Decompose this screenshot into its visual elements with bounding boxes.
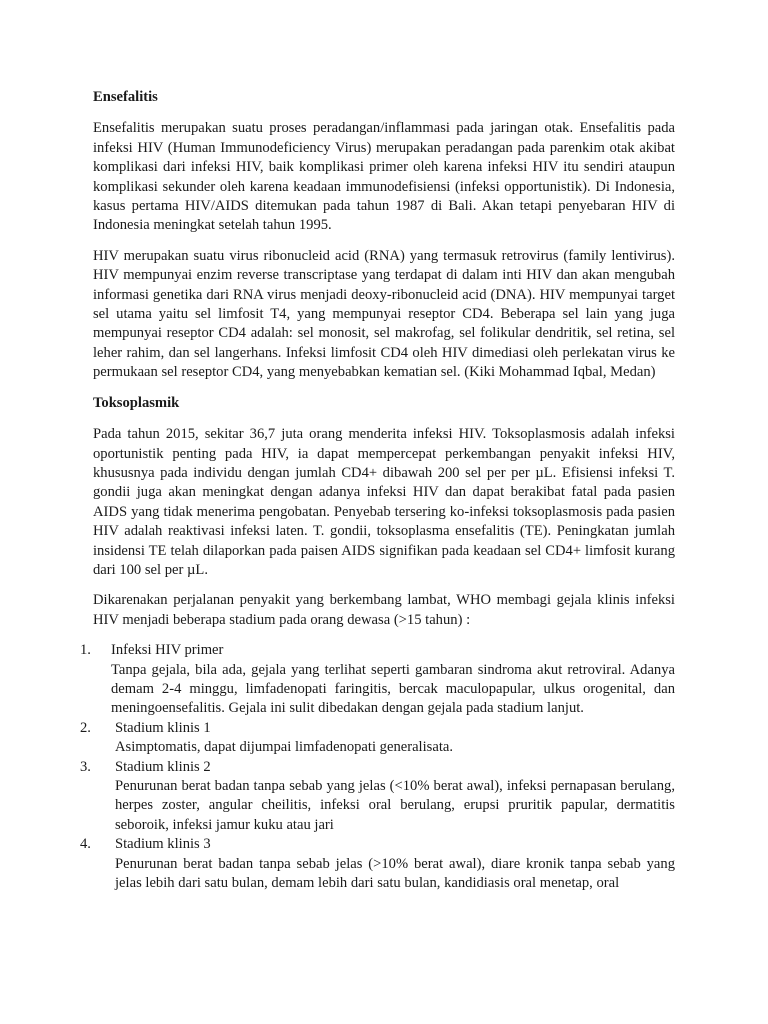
section-heading-toksoplasmik: Toksoplasmik bbox=[93, 394, 180, 411]
list-item-title: Stadium klinis 2 bbox=[115, 758, 211, 775]
list-item-number: 1. bbox=[80, 642, 91, 659]
list-item-description: Penurunan berat badan tanpa sebab yang jelas (<10% berat awal), infeksi pernapasan berulang, herpes zoster, angular cheilitis, infeksi oral berulang, erupsi pruritik papular, dermatitis seboroik, infeksi jamur kuku atau jari bbox=[115, 778, 675, 833]
paragraph-toksoplasmik-1: Pada tahun 2015, sekitar 36,7 juta orang menderita infeksi HIV. Toksoplasmosis adalah infeksi oportunistik penting pada HIV, ia dapat mempercepat perkembangan penyakit infeksi HIV, khususnya pada individu dengan jumlah CD4+ dibawah 200 sel per per µL. Efisiensi infeksi T. gondii juga akan meningkat dengan adanya infeksi HIV dan dapat berakibat fatal pada pasien AIDS yang tidak menerima pengobatan. Penyebab tersering ko-infeksi toksoplasmosis pada pasien HIV adalah reaktivasi infeksi laten. T. gondii, toksoplasma ensefalitis (TE). Peningkatan jumlah insidensi TE telah dilaporkan pada paisen AIDS signifikan pada keadaan sel CD4+ limfosit kurang dari 100 sel per µL. bbox=[93, 426, 675, 578]
list-item bbox=[80, 719, 675, 758]
document-content bbox=[80, 88, 675, 893]
list-item-description: Tanpa gejala, bila ada, gejala yang terlihat seperti gambaran sindroma akut retroviral. Adanya demam 2-4 minggu, limfadenopati faringitis, bercak maculopapular, ulkus orogenital, dan meningoensefalitis. Gejala ini sulit dibedakan dengan gejala pada stadium lanjut. bbox=[111, 661, 675, 717]
paragraph-toksoplasmik-2: Dikarenakan perjalanan penyakit yang berkembang lambat, WHO membagi gejala klinis infeksi HIV menjadi beberapa stadium pada orang dewasa (>15 tahun) : bbox=[93, 592, 675, 628]
list-item-title: Infeksi HIV primer bbox=[111, 642, 224, 659]
list-item-number: 2. bbox=[80, 719, 91, 736]
list-item-description: Asimptomatis, dapat dijumpai limfadenopati generalisata. bbox=[115, 739, 454, 756]
list-item-title: Stadium klinis 1 bbox=[115, 719, 211, 736]
list-item-title: Stadium klinis 3 bbox=[115, 836, 211, 853]
list-item-number: 4. bbox=[80, 836, 91, 853]
section-heading-ensefalitis: Ensefalitis bbox=[93, 89, 158, 105]
list-item bbox=[80, 835, 675, 893]
paragraph-ensefalitis-1: Ensefalitis merupakan suatu proses peradangan/inflammasi pada jaringan otak. Ensefalitis pada infeksi HIV (Human Immunodeficiency Virus) merupakan peradangan pada parenkim otak akibat komplikasi dari infeksi HIV, baik komplikasi primer oleh karena infeksi HIV itu sendiri ataupun komplikasi sekunder oleh karena keadaan immunodefisiensi (infeksi opportunistik). Di Indonesia, kasus pertama HIV/AIDS ditemukan pada tahun 1987 di Bali. Akan tetapi penyebaran HIV di Indonesia meningkat setelah tahun 1995. bbox=[93, 120, 675, 234]
paragraph-ensefalitis-2: HIV merupakan suatu virus ribonucleid acid (RNA) yang termasuk retrovirus (family lentivirus). HIV mempunyai enzim reverse transcriptase yang terdapat di dalam inti HIV dan akan mengubah informasi genetika dari RNA virus menjadi deoxy-ribonucleid acid (DNA). HIV mempunyai target sel utama yaitu sel limfosit T4, yang mempunyai reseptor CD4. Beberapa sel lain yang juga mempunyai reseptor CD4 adalah: sel monosit, sel makrofag, sel folikular dendritik, sel retina, sel leher rahim, dan sel langerhans. Infeksi limfosit CD4 oleh HIV dimediasi oleh perlekatan virus ke permukaan sel reseptor CD4, yang menyebabkan kematian sel. (Kiki Mohammad Iqbal, Medan) bbox=[93, 247, 675, 381]
list-item-description: Penurunan berat badan tanpa sebab jelas (>10% berat awal), diare kronik tanpa sebab yang jelas lebih dari satu bulan, demam lebih dari satu bulan, kandidiasis oral menetap, oral bbox=[115, 855, 675, 892]
list-item bbox=[80, 758, 675, 836]
list-item-number: 3. bbox=[80, 758, 91, 775]
stadium-list bbox=[80, 641, 675, 893]
list-item bbox=[80, 641, 675, 719]
